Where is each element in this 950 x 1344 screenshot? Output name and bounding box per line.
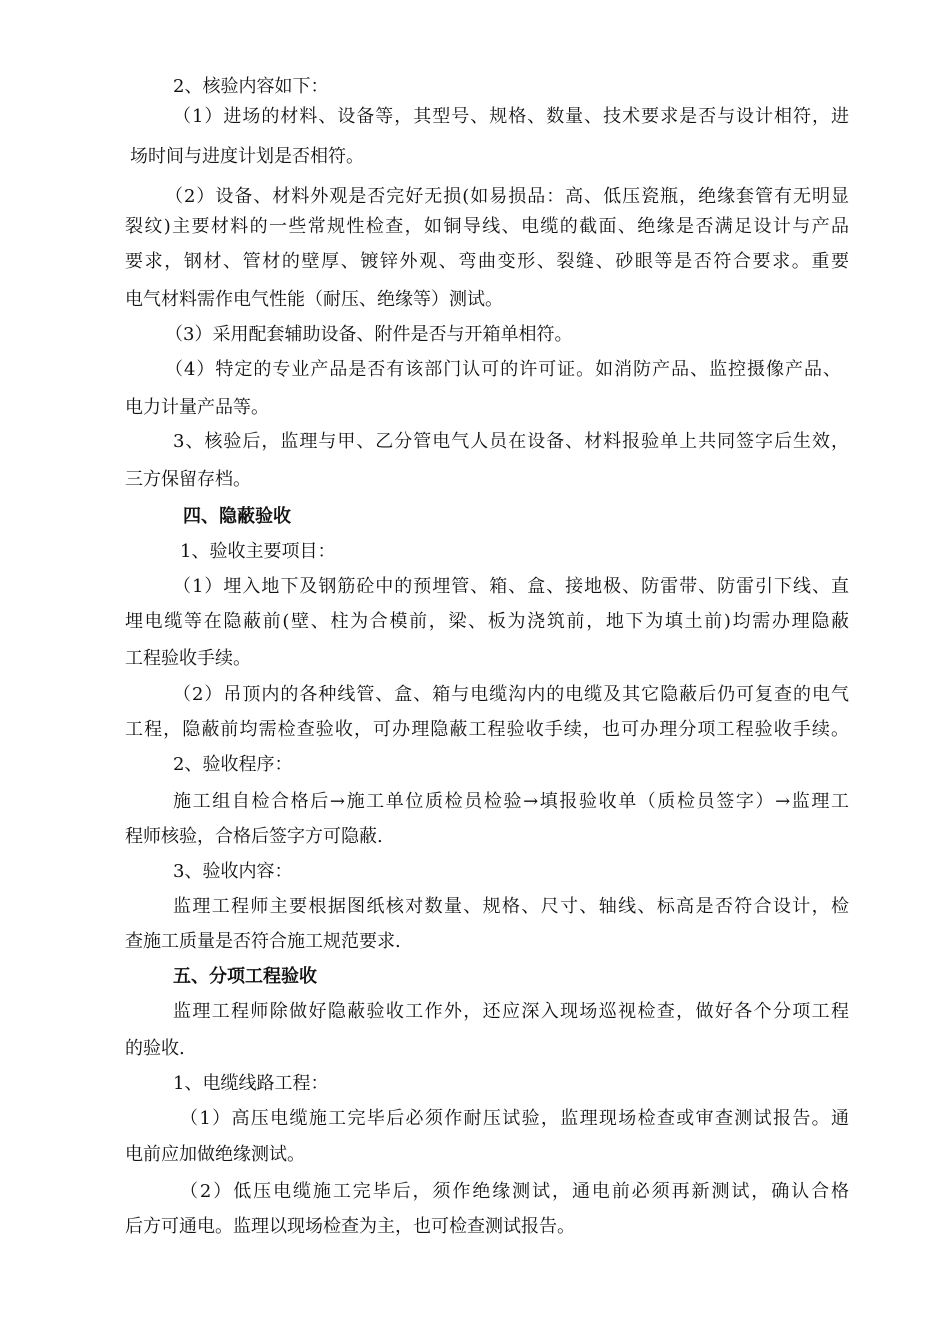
paragraph-line: （1）埋入地下及钢筋砼中的预埋管、箱、盒、接地极、防雷带、防雷引下线、直 xyxy=(173,576,849,597)
section-heading: 五、分项工程验收 xyxy=(173,966,317,987)
paragraph-line: 工程验收手续。 xyxy=(125,648,251,669)
subsection-heading: 2、核验内容如下： xyxy=(173,76,329,97)
paragraph-line: （1）进场的材料、设备等，其型号、规格、数量、技术要求是否与设计相符，进 xyxy=(173,106,849,127)
paragraph-line: 后方可通电。监理以现场检查为主，也可检查测试报告。 xyxy=(125,1216,575,1237)
paragraph-line: 监理工程师除做好隐蔽验收工作外，还应深入现场巡视检查，做好各个分项工程 xyxy=(173,1001,849,1022)
paragraph-line: （1）高压电缆施工完毕后必须作耐压试验，监理现场检查或审查测试报告。通 xyxy=(180,1108,849,1129)
paragraph-line: 查施工质量是否符合施工规范要求. xyxy=(125,931,401,952)
paragraph-line: 埋电缆等在隐蔽前(壁、柱为合模前，梁、板为浇筑前，地下为填土前)均需办理隐蔽 xyxy=(125,611,849,632)
paragraph-line: 3、核验后，监理与甲、乙分管电气人员在设备、材料报验单上共同签字后生效， xyxy=(173,431,849,452)
subsection-heading: 1、验收主要项目： xyxy=(180,541,336,562)
paragraph-line: 裂纹)主要材料的一些常规性检查，如铜导线、电缆的截面、绝缘是否满足设计与产品 xyxy=(125,216,849,237)
paragraph-line: 电气材料需作电气性能（耐压、绝缘等）测试。 xyxy=(125,289,503,310)
subsection-heading: 2、验收程序： xyxy=(173,754,293,775)
paragraph-line: （2）低压电缆施工完毕后，须作绝缘测试，通电前必须再新测试，确认合格 xyxy=(180,1181,849,1202)
paragraph-line: 监理工程师主要根据图纸核对数量、规格、尺寸、轴线、标高是否符合设计，检 xyxy=(173,896,849,917)
paragraph-line: 电前应加做绝缘测试。 xyxy=(125,1144,305,1165)
paragraph-line: 场时间与进度计划是否相符。 xyxy=(130,146,364,167)
paragraph-line: 要求，钢材、管材的壁厚、镀锌外观、弯曲变形、裂缝、砂眼等是否符合要求。重要 xyxy=(125,251,849,272)
paragraph-line: 三方保留存档。 xyxy=(125,469,251,490)
paragraph-line: 电力计量产品等。 xyxy=(125,397,269,418)
paragraph-line: 程师核验，合格后签字方可隐蔽. xyxy=(125,826,383,847)
paragraph-line: （2）吊顶内的各种线管、盒、箱与电缆沟内的电缆及其它隐蔽后仍可复查的电气 xyxy=(173,684,849,705)
paragraph-line: （3）采用配套辅助设备、附件是否与开箱单相符。 xyxy=(165,324,573,345)
paragraph-line: 施工组自检合格后→施工单位质检员检验→填报验收单（质检员签字）→监理工 xyxy=(173,791,849,812)
paragraph-line: 的验收. xyxy=(125,1038,185,1059)
subsection-heading: 1、电缆线路工程： xyxy=(173,1073,329,1094)
section-heading: 四、隐蔽验收 xyxy=(183,506,291,527)
subsection-heading: 3、验收内容： xyxy=(173,861,293,882)
paragraph-line: 工程，隐蔽前均需检查验收，可办理隐蔽工程验收手续，也可办理分项工程验收手续。 xyxy=(125,719,849,740)
paragraph-line: （4）特定的专业产品是否有该部门认可的许可证。如消防产品、监控摄像产品、 xyxy=(165,359,841,380)
paragraph-line: （2）设备、材料外观是否完好无损(如易损品：高、低压瓷瓶，绝缘套管有无明显 xyxy=(165,186,849,207)
